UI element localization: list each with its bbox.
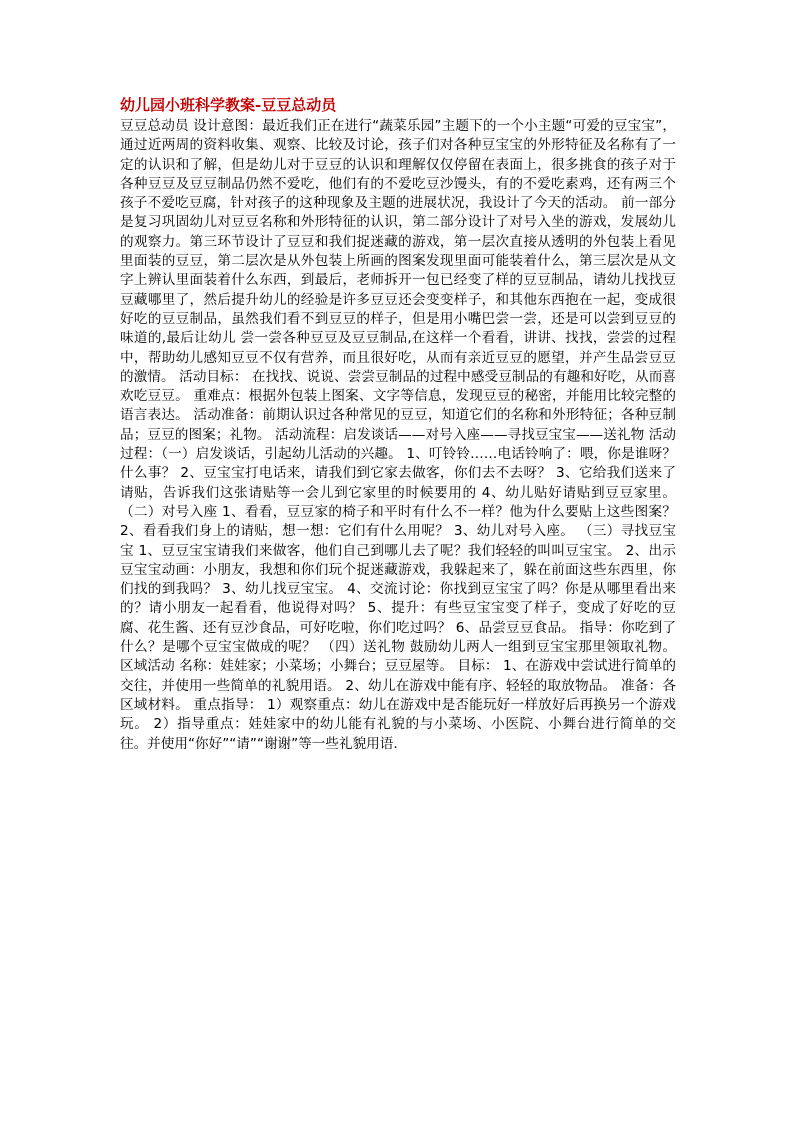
document-body-text: 豆豆总动员 设计意图：最近我们正在进行“蔬菜乐园”主题下的一个小主题“可爱的豆宝宝”，通过近两周的资料收集、观察、比较及讨论，孩子们对各种豆宝宝的外形特征及名称有了一定的认识和了解，但是幼儿对于豆豆的认识和理解仅仅停留在表面上，很多挑食的孩子对于各种豆豆及豆豆制品仍然不爱吃，他们有的不爱吃豆沙馒头，有的不爱吃素鸡，还有两三个孩子不爱吃豆腐，针对孩子的这种现象及主题的进展状况，我设计了今天的活动。 前一部分是复习巩固幼儿对豆豆名称和外形特征的认识，第二部分设计了对号入坐的游戏，发展幼儿的观察力。第三环节设计了豆豆和我们捉迷藏的游戏，第一层次直接从透明的外包装上看见里面装的豆豆，第二层次是从外包装上所画的图案发现里面可能装着什么，第三层次是从文字上辨认里面装着什么东西，到最后，老师拆开一包已经变了样的豆豆制品，请幼儿找找豆豆藏哪里了，然后提升幼儿的经验是许多豆豆还会变变样子，和其他东西抱在一起，变成很好吃的豆豆制品，虽然我们看不到豆豆的样子，但是用小嘴巴尝一尝，还是可以尝到豆豆的味道的,最后让幼儿 尝一尝各种豆豆及豆豆制品,在这样一个看看，讲讲、找找，尝尝的过程中，帮助幼儿感知豆豆不仅有营养，而且很好吃，从而有亲近豆豆的愿望，并产生品尝豆豆的激情。 活动目标： 在找找、说说、尝尝豆制品的过程中感受豆制品的有趣和好吃，从而喜欢吃豆豆。 重难点：根据外包装上图案、文字等信息，发现豆豆的秘密，并能用比较完整的语言表达。 活动准备：前期认识过各种常见的豆豆，知道它们的名称和外形特征；各种豆制品；豆豆的图案；礼物。 活动流程：启发谈话——对号入座——寻找豆宝宝——送礼物 活动过程：（一）启发谈话，引起幼儿活动的兴趣。 1、叮铃铃……电话铃响了：喂，你是谁呀？什么事？ 2、豆宝宝打电话来，请我们到它家去做客，你们去不去呀？ 3、它给我们送来了请贴，告诉我们这张请贴等一会儿到它家里的时候要用的 4、幼儿贴好请贴到豆豆家里。 （二）对号入座 1、看看，豆豆家的椅子和平时有什么不一样？他为什么要贴上这些图案？ 2、看看我们身上的请贴，想一想：它们有什么用呢？ 3、幼儿对号入座。 （三）寻找豆宝宝 1、豆豆宝宝请我们来做客，他们自己到哪儿去了呢？我们轻轻的叫叫豆宝宝。 2、出示豆宝宝动画：小朋友，我想和你们玩个捉迷藏游戏，我躲起来了，躲在前面这些东西里，你们找的到我吗？ 3、幼儿找豆宝宝。 4、交流讨论：你找到豆宝宝了吗？你是从哪里看出来的？请小朋友一起看看，他说得对吗？ 5、提升：有些豆宝宝变了样子，变成了好吃的豆腐、花生酱、还有豆沙食品，可好吃啦，你们吃过吗？ 6、品尝豆豆食品。 指导：你吃到了什么？是哪个豆宝宝做成的呢？ （四）送礼物 鼓励幼儿两人一组到豆宝宝那里领取礼物。 区域活动 名称：娃娃家；小菜场；小舞台；豆豆屋等。 目标： 1、在游戏中尝试进行简单的交往，并使用一些简单的礼貌用语。 2、幼儿在游戏中能有序、轻轻的取放物品。 准备：各区域材料。 重点指导： 1）观察重点：幼儿在游戏中是否能玩好一样放好后再换另一个游戏玩。 2）指导重点：娃娃家中的幼儿能有礼貌的与小菜场、小医院、小舞台进行简单的交往。并使用“你好”“请”“谢谢”等一些礼貌用语. bbox=[120, 118, 676, 752]
document-title: 幼儿园小班科学教案-豆豆总动员 bbox=[120, 96, 337, 114]
